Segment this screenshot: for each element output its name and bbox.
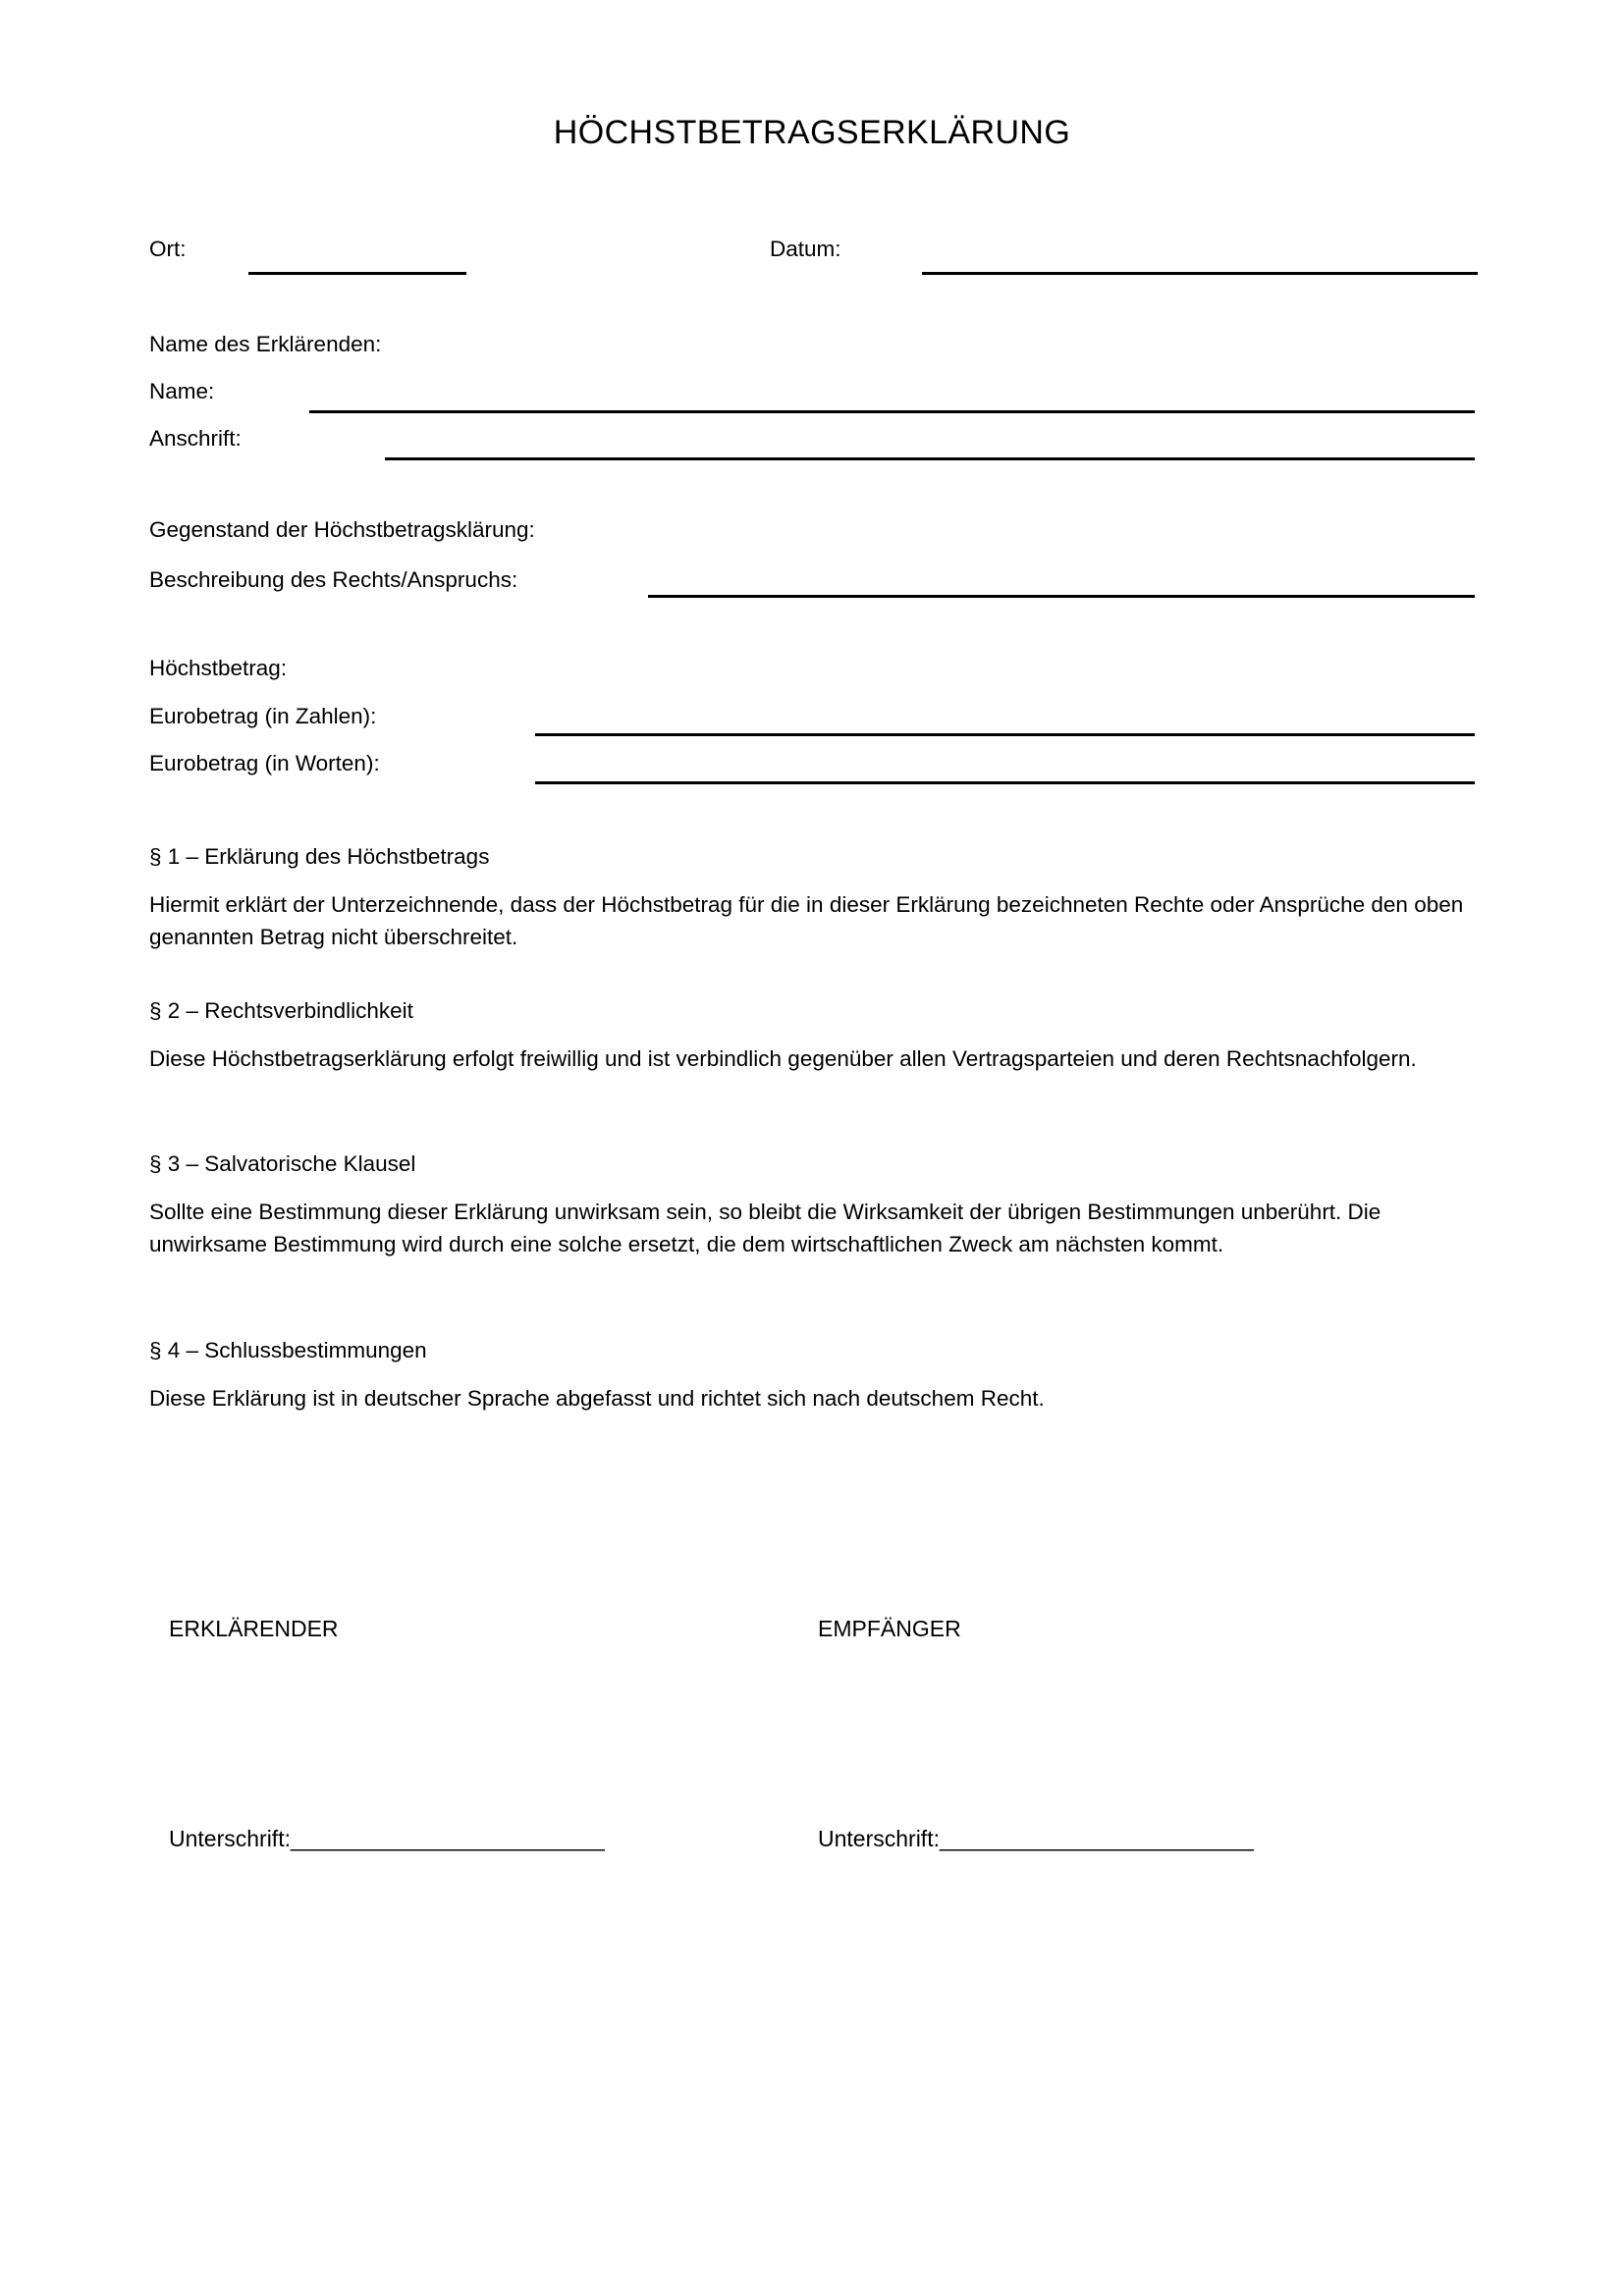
clause-1-heading: § 1 – Erklärung des Höchstbetrags — [149, 844, 490, 869]
signature-role-recipient: EMPFÄNGER — [818, 1616, 961, 1641]
amount-words-input-rule[interactable] — [535, 781, 1475, 784]
amount-section-heading: Höchstbetrag: — [149, 656, 288, 680]
signature-label-declarant: Unterschrift: — [169, 1826, 291, 1851]
clause-2-heading: § 2 – Rechtsverbindlichkeit — [149, 998, 413, 1023]
amount-figures-label: Eurobetrag (in Zahlen): — [149, 704, 377, 728]
clause-4-heading: § 4 – Schlussbestimmungen — [149, 1338, 427, 1362]
signature-rule-declarant[interactable]: _________________________ — [290, 1826, 605, 1851]
clause-4-body: Diese Erklärung ist in deutscher Sprache abgefasst und richtet sich nach deutschem Recht. — [149, 1386, 1045, 1411]
address-label: Anschrift: — [149, 426, 242, 451]
clause-3-heading: § 3 – Salvatorische Klausel — [149, 1151, 416, 1176]
place-input-rule[interactable] — [248, 272, 466, 275]
subject-section-heading: Gegenstand der Höchstbetragsklärung: — [149, 517, 535, 542]
page-title: HÖCHSTBETRAGSERKLÄRUNG — [553, 114, 1071, 151]
description-input-rule[interactable] — [648, 595, 1475, 598]
description-label: Beschreibung des Rechts/Anspruchs: — [149, 567, 518, 592]
date-label: Datum: — [770, 237, 841, 261]
declarant-section-heading: Name des Erklärenden: — [149, 332, 382, 356]
clause-1-body: Hiermit erklärt der Unterzeichnende, dass der Höchstbetrag für die in dieser Erklärung bezeichneten Rechte oder Ansprüche den oben genannten Betrag nicht überschreitet. — [149, 892, 1464, 949]
signature-field-declarant[interactable] — [169, 1828, 605, 1850]
amount-figures-input-rule[interactable] — [535, 733, 1475, 736]
signature-label-recipient: Unterschrift: — [818, 1826, 940, 1851]
signature-rule-recipient[interactable]: _________________________ — [939, 1826, 1254, 1851]
signature-field-recipient[interactable] — [818, 1828, 1254, 1850]
place-label: Ort: — [149, 237, 187, 261]
clause-3-body: Sollte eine Bestimmung dieser Erklärung unwirksam sein, so bleibt die Wirksamkeit der übrigen Bestimmungen unberührt. Die unwirksame Bestimmung wird durch eine solche ersetzt, die dem wirtschaftlichen Zweck am nächsten kommt. — [149, 1200, 1381, 1256]
name-label: Name: — [149, 379, 215, 403]
amount-words-label: Eurobetrag (in Worten): — [149, 751, 380, 775]
address-input-rule[interactable] — [385, 457, 1475, 460]
date-input-rule[interactable] — [922, 272, 1478, 275]
name-input-rule[interactable] — [309, 410, 1475, 413]
clause-2-body: Diese Höchstbetragserklärung erfolgt freiwillig und ist verbindlich gegenüber allen Vertragsparteien und deren Rechtsnachfolgern. — [149, 1046, 1417, 1071]
signature-role-declarant: ERKLÄRENDER — [169, 1616, 339, 1641]
